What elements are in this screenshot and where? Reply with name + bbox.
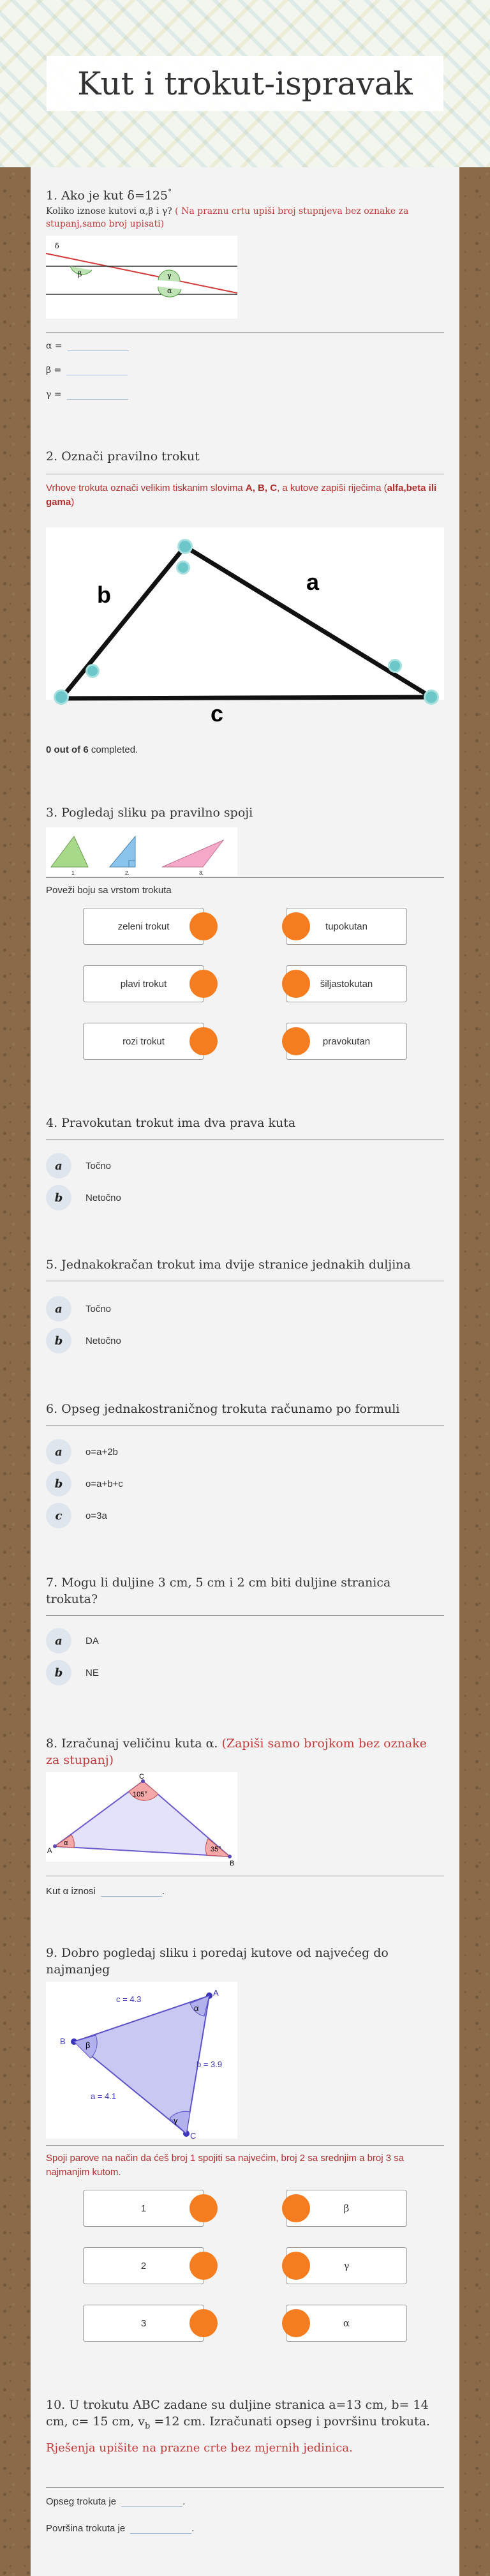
match-left-green[interactable]: zeleni trokut — [83, 908, 204, 945]
vertex-label-a: A — [213, 1988, 219, 1998]
divider — [46, 2145, 444, 2146]
option-text: NE — [85, 1667, 99, 1678]
alpha-label: α = — [46, 341, 63, 351]
order-left-3[interactable]: 3 — [83, 2305, 204, 2342]
match-handle-left[interactable] — [189, 912, 218, 940]
side-label-a: a — [306, 569, 320, 595]
angle-beta-label: β — [85, 2040, 91, 2050]
colored-triangles-figure — [46, 827, 237, 876]
divider — [46, 877, 444, 878]
question-9 — [46, 1945, 444, 1978]
order-left-1[interactable]: 1 — [83, 2190, 204, 2227]
q5-option-b[interactable] — [46, 1328, 121, 1353]
question-1-subtitle: Koliko iznose kutovi α,β i γ? — [46, 206, 172, 217]
angle-b-label: 35° — [211, 1846, 221, 1853]
side-label-a: a = 4.1 — [91, 2091, 117, 2101]
option-letter-b: b — [46, 1328, 71, 1353]
match-handle-right[interactable] — [282, 2309, 310, 2337]
question-5-title: 5. Jednakokračan trokut ima dvije stranice jednakih duljina — [46, 1258, 411, 1272]
divider — [46, 1615, 444, 1616]
question-1-title: 1. Ako je kut δ=125 — [46, 188, 168, 203]
option-text: Netočno — [85, 1192, 121, 1203]
beta-input[interactable] — [66, 365, 128, 375]
option-text: o=a+2b — [85, 1446, 118, 1457]
match-handle-right[interactable] — [282, 912, 310, 940]
triangle-number-2: 2. — [125, 870, 130, 876]
question-8-hint: (Zapiši samo brojkom bez oznake za stupanj) — [46, 1736, 427, 1767]
figure-label-alpha: α — [167, 287, 172, 296]
hotspot-angle-right[interactable] — [388, 659, 402, 673]
q6-option-c[interactable] — [46, 1503, 107, 1528]
option-letter-b: b — [46, 1660, 71, 1685]
match-handle-left[interactable] — [189, 2194, 218, 2222]
question-4 — [46, 1115, 444, 1131]
vertex-label-a: A — [47, 1847, 52, 1855]
option-text: o=a+b+c — [85, 1478, 123, 1489]
beta-field-row — [46, 365, 128, 375]
triangle-number-3: 3. — [199, 870, 204, 876]
angle-c-label: 105° — [133, 1791, 147, 1798]
match-handle-left[interactable] — [189, 2309, 218, 2337]
question-5 — [46, 1256, 444, 1273]
order-right-gamma[interactable]: γ — [286, 2247, 407, 2284]
option-letter-a: a — [46, 1153, 71, 1179]
angle-answer-input[interactable] — [101, 1887, 162, 1897]
option-text: Netočno — [85, 1335, 121, 1346]
vertex-label-b: B — [230, 1860, 235, 1867]
area-label: Površina trokuta je — [46, 2523, 126, 2534]
question-10-title: 10. U trokutu ABC zadane su duljine stranica a=13 cm, b= 14 cm, c= 15 cm, v — [46, 2398, 429, 2429]
q4-option-b[interactable] — [46, 1185, 121, 1210]
title-box — [47, 56, 443, 111]
order-right-alpha[interactable]: α — [286, 2305, 407, 2342]
option-text: Točno — [85, 1303, 112, 1314]
question-9-instruction: Spoji parove na način da ćeš broj 1 spojiti sa najvećim, broj 2 sa srednjim a broj 3 sa najmanjim kutom. — [46, 2153, 405, 2178]
triangle-sides-figure — [46, 1982, 237, 2139]
parallel-lines-figure — [46, 236, 237, 319]
area-input[interactable] — [130, 2524, 191, 2534]
option-text: Točno — [85, 1160, 112, 1171]
match-right-right-angle[interactable]: pravokutan — [286, 1023, 407, 1060]
side-label-b: b — [97, 582, 111, 608]
question-10-instruction: Rješenja upišite na prazne crte bez mjernih jedinica. — [46, 2441, 353, 2455]
area-row: Površina trokuta je . — [46, 2523, 195, 2534]
alpha-input[interactable] — [68, 341, 129, 351]
q6-option-b[interactable] — [46, 1471, 123, 1496]
match-handle-right[interactable] — [282, 1027, 310, 1055]
match-handle-right[interactable] — [282, 2252, 310, 2280]
vertex-label-b: B — [60, 2037, 66, 2046]
option-text: o=3a — [85, 1510, 107, 1521]
divider — [46, 1139, 444, 1140]
divider — [46, 2487, 444, 2488]
angle-answer-row: Kut α iznosi . — [46, 1886, 165, 1897]
perimeter-input[interactable] — [121, 2497, 182, 2507]
question-3-title: 3. Pogledaj sliku pa pravilno spoji — [46, 806, 253, 820]
question-4-title: 4. Pravokutan trokut ima dva prava kuta — [46, 1116, 296, 1130]
question-8 — [46, 1735, 444, 1768]
q7-option-a[interactable] — [46, 1628, 99, 1653]
hotspot-vertex-top[interactable] — [177, 539, 193, 554]
question-3 — [46, 804, 444, 821]
match-right-acute[interactable]: šiljastokutan — [286, 965, 407, 1002]
vertex-label-c: C — [190, 2131, 197, 2141]
figure-label-gamma: γ — [167, 271, 172, 280]
gamma-field-row — [46, 389, 128, 400]
side-label-c: c — [211, 700, 224, 727]
side-label-c: c = 4.3 — [116, 1994, 142, 2004]
q6-option-a[interactable] — [46, 1439, 118, 1465]
question-7 — [46, 1574, 444, 1608]
option-letter-b: b — [46, 1471, 71, 1496]
hotspot-angle-left[interactable] — [85, 664, 100, 678]
figure-label-delta: δ — [55, 242, 59, 251]
question-6 — [46, 1401, 444, 1417]
triangle-abc-figure — [46, 1772, 237, 1867]
match-handle-left[interactable] — [189, 1027, 218, 1055]
question-2-title: 2. Označi pravilno trokut — [46, 449, 200, 463]
gamma-label: γ = — [46, 389, 62, 400]
q7-option-b[interactable] — [46, 1660, 99, 1685]
option-letter-a: a — [46, 1628, 71, 1653]
perimeter-label: Opseg trokuta je — [46, 2496, 117, 2507]
q4-option-a[interactable] — [46, 1153, 111, 1179]
triangle-number-1: 1. — [71, 870, 76, 876]
match-left-pink[interactable]: rozi trokut — [83, 1023, 204, 1060]
alpha-field-row — [46, 341, 129, 351]
match-handle-right[interactable] — [282, 2194, 310, 2222]
gamma-input[interactable] — [67, 389, 128, 400]
angle-alpha-label: α — [194, 2003, 199, 2013]
header-banner — [0, 0, 490, 167]
question-8-title: 8. Izračunaj veličinu kuta α. — [46, 1736, 218, 1751]
hotspot-vertex-left[interactable] — [54, 689, 69, 705]
match-handle-right[interactable] — [282, 970, 310, 998]
figure-label-beta: β — [78, 270, 82, 279]
option-letter-a: a — [46, 1439, 71, 1465]
hotspot-vertex-right[interactable] — [424, 689, 439, 705]
match-left-blue[interactable]: plavi trokut — [83, 965, 204, 1002]
question-6-title: 6. Opseg jednakostraničnog trokuta računamo po formuli — [46, 1402, 400, 1416]
question-1-hint: ( Na praznu crtu upiši broj stupnjeva bez oznake za stupanj,samo broj upisati) — [46, 206, 409, 230]
perimeter-row: Opseg trokuta je . — [46, 2496, 186, 2507]
side-label-b: b = 3.9 — [197, 2060, 223, 2069]
worksheet — [31, 167, 459, 2576]
order-left-2[interactable]: 2 — [83, 2247, 204, 2284]
question-1 — [46, 184, 444, 322]
question-3-instruction: Poveži boju sa vrstom trokuta — [46, 885, 172, 896]
question-9-title: 9. Dobro pogledaj sliku i poredaj kutove od najvećeg do najmanjeg — [46, 1946, 389, 1977]
divider — [46, 332, 444, 333]
question-2 — [46, 448, 444, 465]
q5-option-a[interactable] — [46, 1296, 111, 1322]
page-title: Kut i trokut-ispravak — [77, 65, 413, 102]
hotspot-angle-top[interactable] — [176, 561, 190, 575]
order-right-beta[interactable]: β — [286, 2190, 407, 2227]
match-right-obtuse[interactable]: tupokutan — [286, 908, 407, 945]
question-2-progress: 0 out of 6 completed. — [46, 744, 138, 755]
match-handle-left[interactable] — [189, 970, 218, 998]
option-text: DA — [85, 1635, 99, 1646]
question-10: 10. U trokutu ABC zadane su duljine stranica a=13 cm, b= 14 cm, c= 15 cm, $v_b =12$ cm. Izračunati opseg i površinu trokuta. Rješenja upišite na prazne crte bez mjernih jedinica. — [46, 2397, 444, 2457]
angle-answer-label: Kut α iznosi — [46, 1886, 96, 1897]
angle-gamma-label: γ — [174, 2116, 178, 2125]
beta-label: β = — [46, 365, 62, 375]
match-handle-left[interactable] — [189, 2252, 218, 2280]
degree-sign: ° — [168, 188, 172, 197]
angle-a-label: α — [64, 1839, 68, 1847]
question-2-instruction: Vrhove trokuta označi velikim tiskanim slovima A, B, C, a kutove zapiši riječima (alfa,beta ili gama) — [46, 483, 437, 508]
option-letter-c: c — [46, 1503, 71, 1528]
option-letter-a: a — [46, 1296, 71, 1322]
vertex-label-c: C — [139, 1773, 144, 1781]
question-7-title: 7. Mogu li duljine 3 cm, 5 cm i 2 cm biti duljine stranica trokuta? — [46, 1576, 391, 1606]
divider — [46, 1425, 444, 1426]
option-letter-b: b — [46, 1185, 71, 1210]
